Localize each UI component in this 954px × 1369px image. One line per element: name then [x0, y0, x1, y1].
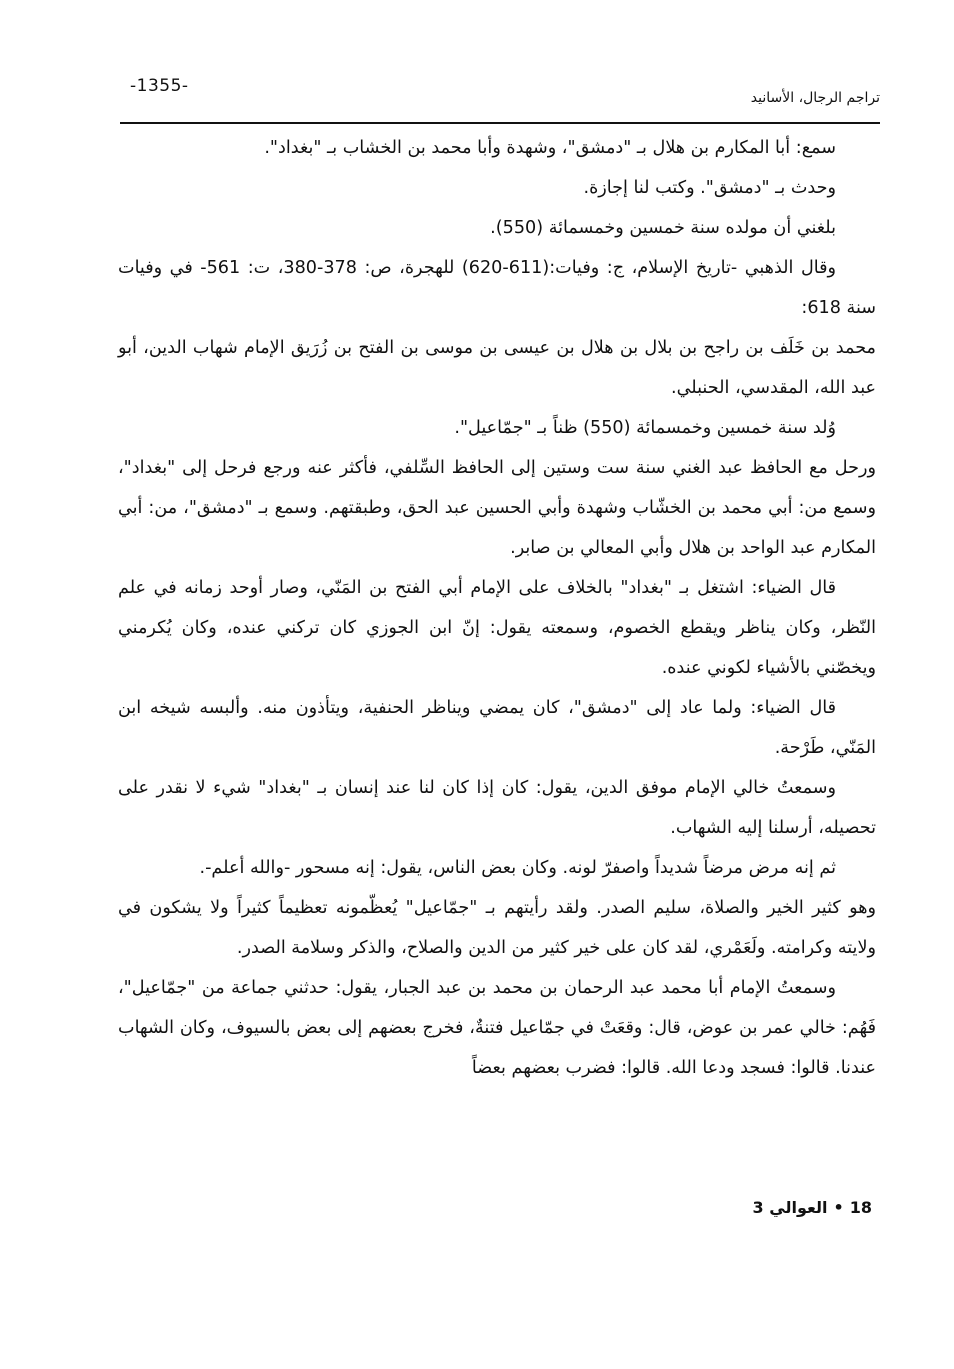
header-rule	[120, 122, 880, 124]
signature-label: العوالي 3	[752, 1198, 828, 1217]
page-header	[120, 72, 880, 124]
paragraph-diya-dimashq: قال الضياء: ولما عاد إلى "دمشق"، كان يمضي ويناظر الحنفية، ويتأذون منه. وألبسه شيخه ابن المَنّي، طَرْحة.	[118, 698, 876, 758]
paragraph-muwaffaq: وسمعتُ خالي الإمام موفق الدين، يقول: كان إذا كان لنا عند إنسان بـ "بغداد" شيء لا نقدر على تحصيله، أرسلنا إليه الشهاب.	[118, 778, 876, 838]
paragraph-mawlid: بلغني أن مولده سنة خمسين وخمسمائة (550).	[490, 218, 836, 238]
paragraph-birth: وُلد سنة خمسين وخمسمائة (550) ظناً بـ "جمّاعيل".	[454, 418, 836, 438]
page-number: -1355-	[130, 76, 189, 96]
paragraph-haddatha: وحدث بـ "دمشق". وكتب لنا إجازة.	[583, 178, 836, 198]
bullet-separator: •	[833, 1198, 844, 1217]
paragraph-illness: ثم إنه مرض مرضاً شديداً واصفرّ لونه. وكان بعض الناس، يقول: إنه مسحور -والله أعلم-.	[199, 858, 836, 878]
body-text	[118, 128, 876, 1088]
page-footer-signature	[753, 1198, 872, 1217]
paragraph-dhahabi-citation: وقال الذهبي -تاريخ الإسلام، ج: وفيات:(611-620) للهجرة، ص: 378-380، ت: 561- في وفيات سنة 618:	[118, 258, 876, 318]
paragraph-travels: ورحل مع الحافظ عبد الغني سنة ست وستين إلى الحافظ السِّلفي، فأكثر عنه ورجع فرحل إلى "بغداد"، وسمع من: أبي محمد بن الخشّاب وشهدة وأبي الحسين عبد الحق، وطبقتهم. وسمع بـ "دمشق"، من: أبي المكارم عبد الواحد بن هلال وأبي المعالي بن صابر.	[118, 458, 876, 558]
paragraph-diya-baghdad: قال الضياء: اشتغل بـ "بغداد" بالخلاف على الإمام أبي الفتح بن المَنّي، وصار أوحد زمانه في علم النّظر، وكان يناظر ويقطع الخصوم، وسمعته يقول: إنّ ابن الجوزي كان تركني عنده، وكان يُكرمني ويخصّني بالأشياء لكوني عنده.	[118, 578, 876, 678]
paragraph-character: وهو كثير الخير والصلاة، سليم الصدر. ولقد رأيتهم بـ "جمّاعيل" يُعظّمونه تعظيماً كثيراً ولا يشكون في ولايته وكرامته. ولَعَمْري، لقد كان على خير كثير من الدين والصلاح، والذكر وسلامة الصدر.	[118, 898, 876, 958]
paragraph-name-lineage: محمد بن خَلَف بن راجح بن بلال بن هلال بن عيسى بن موسى بن الفتح بن زُرَيق الإمام شهاب الدين، أبو عبد الله، المقدسي، الحنبلي.	[118, 338, 876, 398]
running-title: تراجم الرجال، الأسانيد	[750, 90, 880, 106]
sheet-number: 18	[849, 1198, 872, 1217]
paragraph-sama: سمع: أبا المكارم بن هلال بـ "دمشق"، وشهدة وأبا محمد بن الخشاب بـ "بغداد".	[264, 138, 836, 158]
paragraph-fitna: وسمعتُ الإمام أبا محمد عبد الرحمان بن محمد بن عبد الجبار، يقول: حدثني جماعة من "جمّاعيل"، فَهُم: خالي عمر بن عوض، قال: وقعَتْ في جمّاعيل فتنةٌ، فخرج بعضهم إلى بعض بالسيوف، وكان الشهاب عندنا. قالوا: فسجد ودعا الله. قالوا: فضرب بعضهم بعضاً	[118, 978, 876, 1078]
